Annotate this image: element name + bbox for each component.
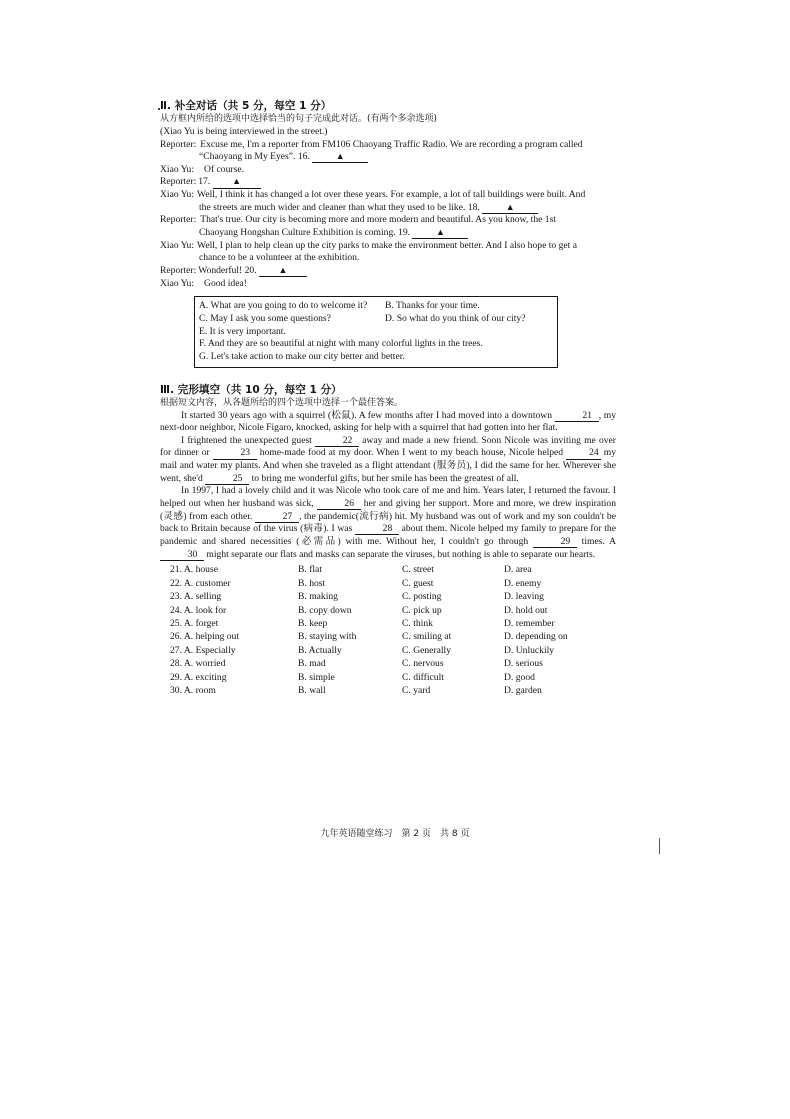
dialogue-text: Good idea!	[204, 277, 247, 289]
choice-row-24	[170, 604, 616, 617]
choice-d[interactable]: D. Unluckily	[504, 644, 555, 656]
choice-a[interactable]: 24. A. look for	[170, 604, 227, 616]
dialogue-text: Chaoyang Hongshan Culture Exhibition is coming. 19.	[199, 227, 411, 239]
dialogue-context: (Xiao Yu is being interviewed in the street.)	[160, 125, 328, 137]
answer-blank-16[interactable]	[312, 152, 368, 163]
dialogue-text: “Chaoyang in My Eyes”. 16.	[199, 151, 310, 163]
passage-paragraph-3	[160, 485, 616, 561]
options-box	[194, 296, 558, 367]
choice-c[interactable]: C. guest	[402, 577, 434, 589]
section-2-title: Ⅱ. 补全对话（共 5 分，每空 1 分）	[160, 100, 332, 112]
worksheet-page	[160, 100, 616, 698]
passage-text: It started 30 years ago with a squirrel (松鼠). A few months after I had moved into a downtown	[181, 409, 555, 421]
choice-a[interactable]: 30. A. room	[170, 685, 216, 697]
section-3	[160, 384, 616, 698]
dialogue-text: Well, I think it has changed a lot over these years. For example, a lot of tall buildings were built. And	[197, 189, 586, 201]
passage-text: I frightened the unexpected guest	[181, 434, 315, 446]
answer-blank-17[interactable]	[213, 177, 261, 188]
option-c: C. May I ask you some questions?	[199, 313, 331, 325]
dialogue-text: Well, I plan to help clean up the city parks to make the environment better. And I also hope to get a	[197, 239, 577, 251]
dialogue-line-5-cont	[160, 227, 616, 240]
option-e: E. It is very important.	[199, 325, 286, 337]
passage-text: might separate our flats and masks can separate the viruses, but nothing is able to separate our hearts.	[204, 548, 596, 560]
choice-b[interactable]: B. mad	[298, 658, 326, 670]
choice-c[interactable]: C. think	[402, 618, 433, 630]
option-a: A. What are you going to do to welcome it?	[199, 300, 368, 312]
passage-text: , the pandemic(流行病) hit. My husband was out of work and my son couldn't be back to Britain because of the virus (病毒). I was	[160, 510, 616, 535]
choice-d[interactable]: D. hold out	[504, 604, 548, 616]
choice-b[interactable]: B. simple	[298, 671, 335, 683]
dialogue-text: Excuse me, I'm a reporter from FM106 Chaoyang Traffic Radio. We are recording a program called	[200, 138, 583, 150]
choice-c[interactable]: C. pick up	[402, 604, 442, 616]
choice-c[interactable]: C. street	[402, 564, 434, 576]
choice-a[interactable]: 27. A. Especially	[170, 644, 236, 656]
choice-row-22	[170, 577, 616, 590]
cloze-blank-27[interactable]: 27	[255, 512, 299, 523]
triangle-marker-icon: ▲	[335, 151, 345, 162]
choice-a[interactable]: 29. A. exciting	[170, 671, 227, 683]
dialogue-line-8	[160, 278, 616, 291]
answer-blank-18[interactable]	[482, 203, 538, 214]
dialogue-line-7	[160, 265, 616, 278]
choice-c[interactable]: C. Generally	[402, 644, 452, 656]
option-f: F. And they are so beautiful at night with many colorful lights in the trees.	[199, 338, 483, 350]
choice-row-23	[170, 590, 616, 603]
speaker-label: Xiao Yu:	[160, 277, 195, 289]
dialogue-line-1-cont	[160, 151, 616, 164]
dialogue-line-4	[160, 189, 616, 202]
choice-row-21	[170, 563, 616, 576]
passage-text: my mail and water my plants. And when she traveled as a flight attendant (服务员), I did the same for her. Wherever she went, she'd	[160, 447, 616, 484]
choice-d[interactable]: D. leaving	[504, 591, 544, 603]
choice-a[interactable]: 25. A. forget	[170, 618, 219, 630]
choice-a[interactable]: 21. A. house	[170, 564, 218, 576]
dialogue-text: That's true. Our city is becoming more and more modern and beautiful. As you know, the 1st	[200, 214, 556, 226]
choice-row-25	[170, 617, 616, 630]
choice-a[interactable]: 22. A. customer	[170, 577, 231, 589]
triangle-marker-icon: ▲	[278, 265, 288, 276]
choice-d[interactable]: D. depending on	[504, 631, 568, 643]
choice-d[interactable]: D. enemy	[504, 577, 542, 589]
dialogue-line-1	[160, 139, 616, 152]
dialogue-line-3	[160, 176, 616, 189]
answer-blank-19[interactable]	[412, 228, 468, 239]
cloze-blank-25[interactable]: 25	[205, 474, 249, 485]
dialogue-line-2	[160, 164, 616, 177]
cloze-blank-21[interactable]: 21	[555, 411, 599, 422]
page-footer: 九年英语随堂练习 第 2 页 共 8 页	[320, 829, 470, 839]
passage-text: away and made a new friend. Soon Nicole was inviting me over for dinner or	[160, 434, 616, 459]
answer-choices	[160, 563, 616, 697]
choice-c[interactable]: C. nervous	[402, 658, 444, 670]
cloze-blank-28[interactable]: 28	[355, 524, 399, 535]
choice-d[interactable]: D. garden	[504, 685, 542, 697]
speaker-label: Reporter:	[160, 265, 197, 277]
speaker-label: Reporter:	[160, 214, 197, 226]
passage-text: her and giving her support. More and more, we drew inspiration (灵感) from each other.	[160, 498, 616, 522]
choice-row-26	[170, 630, 616, 643]
passage-paragraph-1	[160, 410, 616, 435]
dialogue-line-6-cont: chance to be a volunteer at the exhibition.	[199, 252, 360, 264]
choice-b[interactable]: B. copy down	[298, 604, 352, 616]
choice-b[interactable]: B. wall	[298, 685, 326, 697]
cloze-blank-23[interactable]: 23	[213, 448, 257, 459]
triangle-marker-icon: ▲	[232, 176, 242, 187]
section-3-title: Ⅲ. 完形填空（共 10 分，每空 1 分）	[160, 383, 342, 396]
cloze-blank-26[interactable]: 26	[317, 499, 361, 510]
dialogue-text: the streets are much wider and cleaner than what they used to be like. 18.	[199, 201, 480, 213]
choice-d[interactable]: D. good	[504, 671, 535, 683]
triangle-marker-icon: ▲	[505, 201, 515, 212]
choice-row-29	[170, 671, 616, 684]
choice-a[interactable]: 28. A. worried	[170, 658, 226, 670]
passage-text: home-made food at my door. When I went to my beach house, Nicole helped	[256, 447, 567, 459]
choice-b[interactable]: B. flat	[298, 564, 322, 576]
cloze-blank-30[interactable]: 30	[160, 550, 204, 561]
section-3-instruction: 根据短文内容，从各题所给的四个选项中选择一个最佳答案。	[160, 397, 404, 408]
choice-b[interactable]: B. Actually	[298, 644, 342, 656]
speaker-label: Reporter:	[160, 176, 197, 188]
section-2-instruction: 从方框内所给的选项中选择恰当的句子完成此对话。(有两个多余选项)	[160, 113, 438, 124]
passage-text: In 1997, I had a lovely child and it was Nicole who took care of me and him. Years later, I returned the favour. I helped out when her husband was sick,	[160, 485, 616, 510]
triangle-marker-icon: ▲	[435, 227, 445, 238]
passage-text: , my next-door neighbor, Nicole Figaro, knocked, asking for help with a squirrel that had gotten into her flat.	[160, 409, 616, 434]
choice-row-30	[170, 684, 616, 697]
dialogue-line-5	[160, 214, 616, 227]
choice-b[interactable]: B. host	[298, 577, 326, 589]
answer-blank-20[interactable]	[259, 266, 307, 277]
choice-c[interactable]: C. posting	[402, 591, 442, 603]
option-g: G. Let's take action to make our city better and better.	[199, 351, 405, 362]
choice-d[interactable]: D. remember	[504, 618, 555, 630]
choice-c[interactable]: C. smiling at	[402, 631, 452, 643]
option-d: D. So what do you think of our city?	[385, 313, 526, 325]
choice-b[interactable]: B. staying with	[298, 631, 357, 643]
choice-row-28	[170, 657, 616, 670]
choice-c[interactable]: C. yard	[402, 685, 431, 697]
option-b: B. Thanks for your time.	[385, 300, 480, 312]
speaker-label: Xiao Yu:	[160, 189, 195, 201]
section-2	[160, 100, 616, 368]
speaker-label: Xiao Yu:	[160, 239, 195, 251]
cloze-blank-24[interactable]: 24	[566, 448, 601, 459]
dialogue-line-4-cont	[160, 202, 616, 215]
choice-b[interactable]: B. keep	[298, 618, 328, 630]
choice-d[interactable]: D. serious	[504, 658, 543, 670]
cloze-blank-29[interactable]: 29	[533, 537, 577, 548]
passage-paragraph-2	[160, 435, 616, 486]
cloze-blank-22[interactable]: 22	[315, 436, 359, 447]
choice-a[interactable]: 23. A. selling	[170, 591, 222, 603]
choice-row-27	[170, 644, 616, 657]
passage-text: times. A	[576, 536, 616, 548]
dialogue-text: Wonderful! 20.	[198, 265, 257, 277]
passage-text: about them. Nicole helped my family to prepare for the pandemic and shared necessities (必需品) with me. Without her, I couldn't go through	[160, 523, 616, 548]
choice-c[interactable]: C. difficult	[402, 671, 444, 683]
dialogue-text: 17.	[198, 176, 211, 188]
dialogue-text: Of course.	[204, 163, 244, 175]
choice-b[interactable]: B. making	[298, 591, 338, 603]
choice-d[interactable]: D. area	[504, 564, 532, 576]
passage-text: to bring me wonderful gifts, but her smile has been the greatest of all.	[249, 472, 519, 484]
speaker-label: Reporter:	[160, 138, 197, 150]
speaker-label: Xiao Yu:	[160, 163, 195, 175]
dialogue-line-6	[160, 240, 616, 253]
choice-a[interactable]: 26. A. helping out	[170, 631, 240, 643]
